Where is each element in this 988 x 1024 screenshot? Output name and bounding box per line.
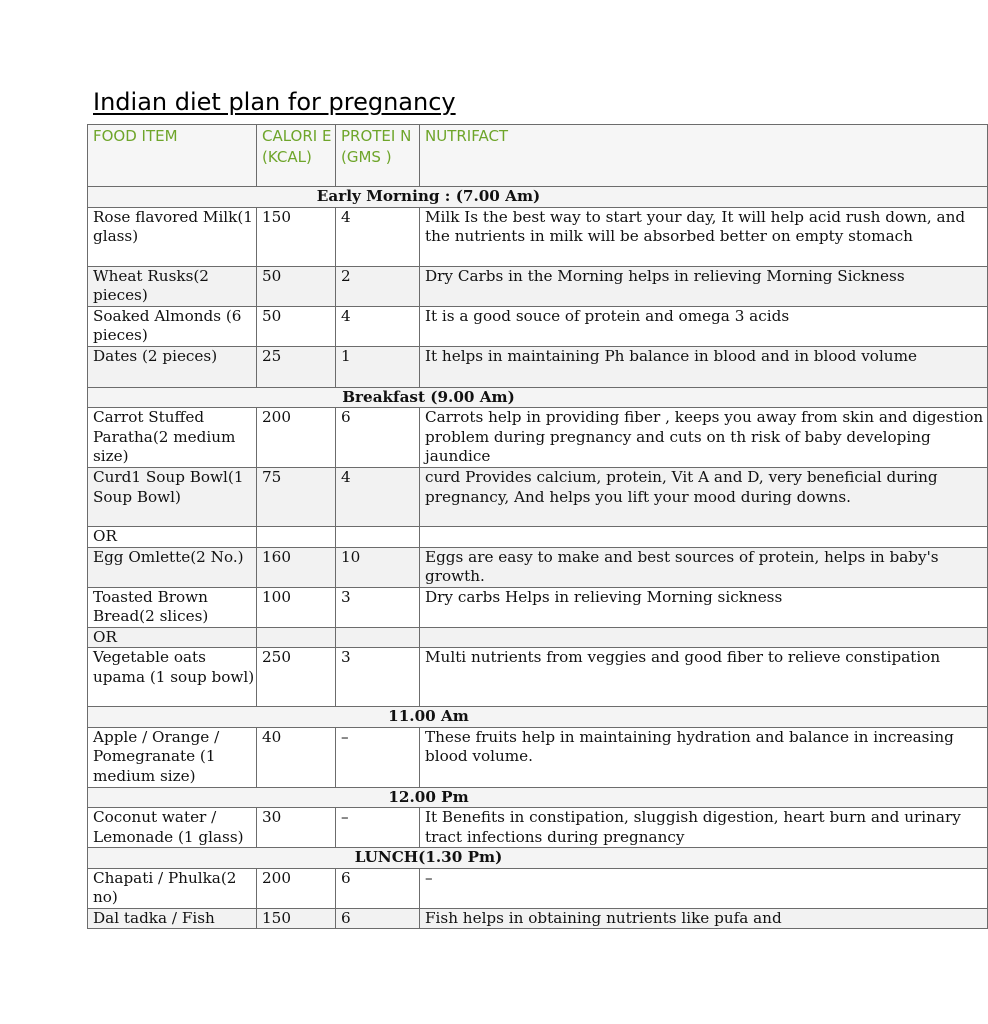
section-row (88, 787, 988, 808)
protein-cell: 4 (336, 306, 420, 346)
nutrifact-cell (420, 627, 988, 648)
food-item-cell: Chapati / Phulka(2 no) (88, 868, 257, 908)
table-row (88, 627, 988, 648)
protein-cell: 2 (336, 266, 420, 306)
food-item-cell: Vegetable oats upama (1 soup bowl) (88, 648, 257, 707)
table-row (88, 527, 988, 548)
protein-cell: – (336, 808, 420, 848)
calorie-cell: 50 (257, 306, 336, 346)
table-row (88, 266, 988, 306)
protein-cell: 10 (336, 547, 420, 587)
nutrifact-cell: It Benefits in constipation, sluggish digestion, heart burn and urinary tract infections during pregnancy (420, 808, 988, 848)
nutrifact-cell: It helps in maintaining Ph balance in blood and in blood volume (420, 346, 988, 387)
food-item-cell: Dates (2 pieces) (88, 346, 257, 387)
section-row (88, 707, 988, 728)
section-label: Breakfast (9.00 Am) (342, 387, 515, 406)
calorie-cell (257, 527, 336, 548)
calorie-cell: 30 (257, 808, 336, 848)
calorie-cell (257, 627, 336, 648)
section-header (88, 387, 988, 408)
nutrifact-cell: It is a good souce of protein and omega 3 acids (420, 306, 988, 346)
table-row (88, 587, 988, 627)
table-row (88, 468, 988, 527)
calorie-cell: 25 (257, 346, 336, 387)
header-food-item: FOOD ITEM (88, 125, 257, 187)
food-item-cell: Wheat Rusks(2 pieces) (88, 266, 257, 306)
diet-table-wrapper (87, 124, 984, 929)
section-label: LUNCH(1.30 Pm) (354, 848, 503, 866)
food-item-cell: Coconut water / Lemonade (1 glass) (88, 808, 257, 848)
protein-cell: – (336, 727, 420, 787)
nutrifact-cell (420, 527, 988, 548)
section-header (88, 707, 988, 728)
nutrifact-cell: Eggs are easy to make and best sources of protein, helps in baby's growth. (420, 547, 988, 587)
nutrifact-cell: Fish helps in obtaining nutrients like pufa and (420, 908, 988, 929)
section-label: Early Morning : (7.00 Am) (316, 187, 541, 205)
protein-cell: 6 (336, 408, 420, 468)
table-row (88, 408, 988, 468)
table-row (88, 648, 988, 707)
nutrifact-cell: – (420, 868, 988, 908)
food-item-cell: Toasted Brown Bread(2 slices) (88, 587, 257, 627)
nutrifact-cell: These fruits help in maintaining hydration and balance in increasing blood volume. (420, 727, 988, 787)
food-item-cell: Curd1 Soup Bowl(1 Soup Bowl) (88, 468, 257, 527)
protein-cell (336, 527, 420, 548)
protein-cell (336, 627, 420, 648)
calorie-cell: 200 (257, 868, 336, 908)
table-row (88, 908, 988, 929)
section-row (88, 387, 988, 408)
table-header-row (88, 125, 988, 187)
diet-table (87, 124, 988, 929)
food-item-cell: Dal tadka / Fish (88, 908, 257, 929)
protein-cell: 3 (336, 648, 420, 707)
table-row (88, 808, 988, 848)
food-item-cell: Apple / Orange / Pomegranate (1 medium size) (88, 727, 257, 787)
nutrifact-cell: curd Provides calcium, protein, Vit A and D, very beneficial during pregnancy, And helps you lift your mood during downs. (420, 468, 988, 527)
food-item-cell: Carrot Stuffed Paratha(2 medium size) (88, 408, 257, 468)
food-item-cell: OR (88, 527, 257, 548)
section-row (88, 187, 988, 208)
table-row (88, 868, 988, 908)
table-row (88, 207, 988, 266)
calorie-cell: 50 (257, 266, 336, 306)
section-header (88, 187, 988, 208)
protein-cell: 3 (336, 587, 420, 627)
protein-cell: 4 (336, 468, 420, 527)
protein-cell: 6 (336, 868, 420, 908)
food-item-cell: OR (88, 627, 257, 648)
section-header (88, 787, 988, 808)
nutrifact-cell: Milk Is the best way to start your day, It will help acid rush down, and the nutrients in milk will be absorbed better on empty stomach (420, 207, 988, 266)
header-protein: PROTEI N (GMS ) (336, 125, 420, 187)
calorie-cell: 75 (257, 468, 336, 527)
calorie-cell: 100 (257, 587, 336, 627)
section-label: 12.00 Pm (388, 787, 469, 806)
calorie-cell: 200 (257, 408, 336, 468)
header-calorie: CALORI E (KCAL) (257, 125, 336, 187)
nutrifact-cell: Dry Carbs in the Morning helps in relieving Morning Sickness (420, 266, 988, 306)
table-row (88, 727, 988, 787)
table-row (88, 547, 988, 587)
calorie-cell: 40 (257, 727, 336, 787)
section-row (88, 848, 988, 869)
nutrifact-cell: Carrots help in providing fiber , keeps you away from skin and digestion problem during pregnancy and cuts on th risk of baby developing jaundice (420, 408, 988, 468)
food-item-cell: Rose flavored Milk(1 glass) (88, 207, 257, 266)
protein-cell: 6 (336, 908, 420, 929)
page-title: Indian diet plan for pregnancy (93, 88, 456, 116)
section-label: 11.00 Am (388, 707, 469, 725)
table-row (88, 306, 988, 346)
header-nutrifact: NUTRIFACT (420, 125, 988, 187)
protein-cell: 1 (336, 346, 420, 387)
calorie-cell: 150 (257, 908, 336, 929)
table-row (88, 346, 988, 387)
calorie-cell: 160 (257, 547, 336, 587)
calorie-cell: 250 (257, 648, 336, 707)
section-header (88, 848, 988, 869)
protein-cell: 4 (336, 207, 420, 266)
food-item-cell: Egg Omlette(2 No.) (88, 547, 257, 587)
nutrifact-cell: Multi nutrients from veggies and good fiber to relieve constipation (420, 648, 988, 707)
food-item-cell: Soaked Almonds (6 pieces) (88, 306, 257, 346)
calorie-cell: 150 (257, 207, 336, 266)
nutrifact-cell: Dry carbs Helps in relieving Morning sickness (420, 587, 988, 627)
